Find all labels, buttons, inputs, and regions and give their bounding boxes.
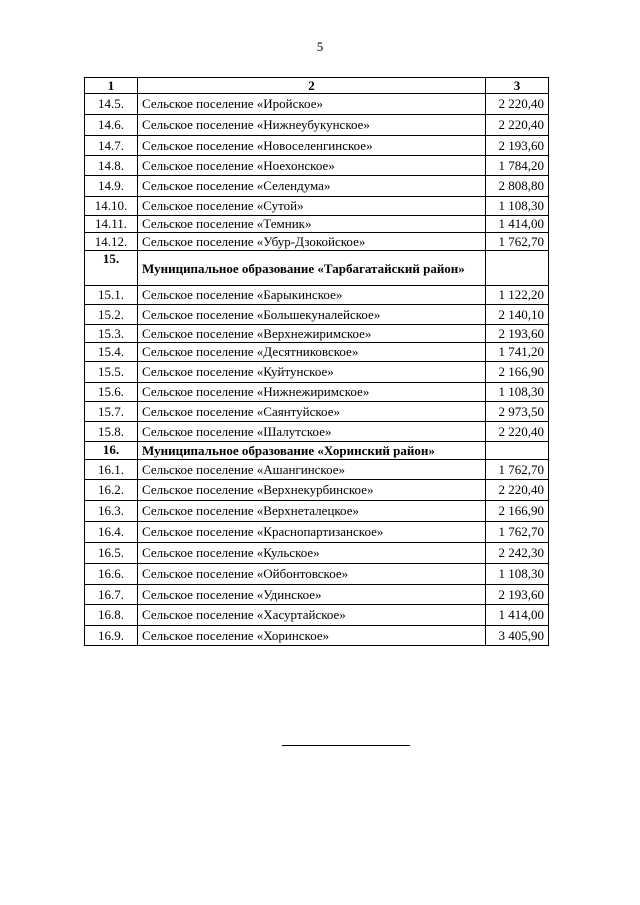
row-number: 16.1. [85, 460, 138, 480]
row-amount: 1 762,70 [486, 460, 549, 480]
row-name: Сельское поселение «Верхнеталецкое» [138, 501, 486, 522]
row-amount: 2 242,30 [486, 543, 549, 564]
row-amount: 1 762,70 [486, 233, 549, 251]
table-row [85, 362, 549, 383]
table-row [85, 156, 549, 176]
table-row [85, 605, 549, 626]
table-row [85, 343, 549, 362]
row-amount: 2 166,90 [486, 362, 549, 383]
row-amount: 2 808,80 [486, 176, 549, 197]
table-row [85, 115, 549, 136]
row-amount: 1 108,30 [486, 197, 549, 216]
row-amount [486, 442, 549, 460]
table-row [85, 233, 549, 251]
row-name: Сельское поселение «Ашангинское» [138, 460, 486, 480]
table-row [85, 197, 549, 216]
table-row [85, 402, 549, 422]
row-number: 14.5. [85, 94, 138, 115]
row-number: 16.4. [85, 522, 138, 543]
row-amount: 1 414,00 [486, 216, 549, 233]
row-amount [486, 251, 549, 286]
row-amount: 2 193,60 [486, 325, 549, 343]
row-amount: 2 166,90 [486, 501, 549, 522]
row-name: Сельское поселение «Ойбонтовское» [138, 564, 486, 585]
table-header [85, 78, 549, 94]
row-number: 14.10. [85, 197, 138, 216]
table-row [85, 305, 549, 325]
row-name: Сельское поселение «Большекуналейское» [138, 305, 486, 325]
row-number: 16.3. [85, 501, 138, 522]
row-name: Сельское поселение «Селендума» [138, 176, 486, 197]
row-name: Сельское поселение «Хоринское» [138, 626, 486, 646]
table-row [85, 460, 549, 480]
settlements-table [84, 77, 549, 646]
row-name: Сельское поселение «Удинское» [138, 585, 486, 605]
table-row [85, 325, 549, 343]
row-number: 14.12. [85, 233, 138, 251]
row-name: Сельское поселение «Ноехонское» [138, 156, 486, 176]
row-name: Сельское поселение «Новоселенгинское» [138, 136, 486, 156]
row-number: 14.11. [85, 216, 138, 233]
header-col-number: 1 [85, 78, 138, 94]
table-row [85, 480, 549, 501]
table-row [85, 564, 549, 585]
row-number: 15. [85, 251, 138, 286]
header-col-amount: 3 [486, 78, 549, 94]
table-row [85, 522, 549, 543]
row-amount: 2 220,40 [486, 480, 549, 501]
row-number: 15.8. [85, 422, 138, 442]
row-number: 16.6. [85, 564, 138, 585]
row-number: 15.4. [85, 343, 138, 362]
row-amount: 1 108,30 [486, 383, 549, 402]
row-number: 16. [85, 442, 138, 460]
end-rule [282, 745, 410, 746]
row-amount: 2 973,50 [486, 402, 549, 422]
row-name: Сельское поселение «Темник» [138, 216, 486, 233]
row-name: Муниципальное образование «Тарбагатайский район» [138, 251, 486, 286]
header-col-name: 2 [138, 78, 486, 94]
row-name: Сельское поселение «Куйтунское» [138, 362, 486, 383]
row-name: Сельское поселение «Десятниковское» [138, 343, 486, 362]
row-amount: 2 193,60 [486, 136, 549, 156]
row-amount: 1 741,20 [486, 343, 549, 362]
row-name: Сельское поселение «Нижнеубукунское» [138, 115, 486, 136]
row-number: 14.9. [85, 176, 138, 197]
row-name: Сельское поселение «Барыкинское» [138, 286, 486, 305]
row-number: 16.9. [85, 626, 138, 646]
row-amount: 1 122,20 [486, 286, 549, 305]
table-row [85, 176, 549, 197]
row-number: 15.6. [85, 383, 138, 402]
row-amount: 2 140,10 [486, 305, 549, 325]
row-amount: 2 193,60 [486, 585, 549, 605]
table-row [85, 136, 549, 156]
header-row [85, 78, 549, 94]
table-row [85, 383, 549, 402]
row-name: Сельское поселение «Верхнекурбинское» [138, 480, 486, 501]
table-row [85, 422, 549, 442]
row-name: Сельское поселение «Убур-Дзокойское» [138, 233, 486, 251]
table-row [85, 286, 549, 305]
table-row [85, 585, 549, 605]
row-number: 14.7. [85, 136, 138, 156]
row-number: 16.2. [85, 480, 138, 501]
row-name: Сельское поселение «Сутой» [138, 197, 486, 216]
page-number: 5 [316, 39, 324, 54]
section-row [85, 251, 549, 286]
row-amount: 1 784,20 [486, 156, 549, 176]
row-amount: 2 220,40 [486, 115, 549, 136]
row-amount: 3 405,90 [486, 626, 549, 646]
table-row [85, 501, 549, 522]
row-number: 16.8. [85, 605, 138, 626]
row-name: Сельское поселение «Иройское» [138, 94, 486, 115]
row-name: Сельское поселение «Шалутское» [138, 422, 486, 442]
row-number: 15.5. [85, 362, 138, 383]
table-row [85, 94, 549, 115]
row-amount: 2 220,40 [486, 94, 549, 115]
section-row [85, 442, 549, 460]
row-number: 16.5. [85, 543, 138, 564]
row-number: 15.1. [85, 286, 138, 305]
row-number: 15.2. [85, 305, 138, 325]
row-amount: 1 108,30 [486, 564, 549, 585]
row-name: Сельское поселение «Краснопартизанское» [138, 522, 486, 543]
table-body [85, 94, 549, 646]
table-row [85, 543, 549, 564]
row-number: 16.7. [85, 585, 138, 605]
row-number: 15.3. [85, 325, 138, 343]
row-name: Сельское поселение «Нижнежиримское» [138, 383, 486, 402]
row-name: Муниципальное образование «Хоринский район» [138, 442, 486, 460]
row-amount: 1 414,00 [486, 605, 549, 626]
row-name: Сельское поселение «Верхнежиримское» [138, 325, 486, 343]
row-number: 14.6. [85, 115, 138, 136]
table-row [85, 216, 549, 233]
row-name: Сельское поселение «Кульское» [138, 543, 486, 564]
table-row [85, 626, 549, 646]
row-number: 15.7. [85, 402, 138, 422]
row-amount: 2 220,40 [486, 422, 549, 442]
row-name: Сельское поселение «Саянтуйское» [138, 402, 486, 422]
row-number: 14.8. [85, 156, 138, 176]
row-name: Сельское поселение «Хасуртайское» [138, 605, 486, 626]
row-amount: 1 762,70 [486, 522, 549, 543]
